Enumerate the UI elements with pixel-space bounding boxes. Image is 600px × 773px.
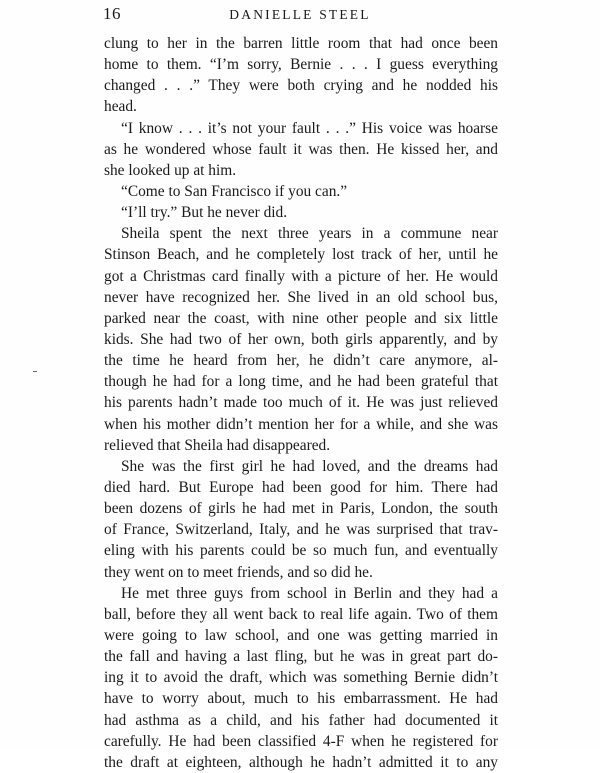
text-line: had asthma as a child, and his father had documented it <box>104 711 498 729</box>
text-line: “I know . . . it’s not your fault . . .” His voice was hoarse <box>121 119 498 137</box>
text-line: ball, before they all went back to real life again. Two of them <box>104 605 498 623</box>
text-line: ing it to avoid the draft, which was something Bernie didn’t <box>104 669 498 687</box>
text-line: carefully. He had been classified 4-F when he registered for <box>104 732 498 750</box>
text-line: she looked up at him. <box>104 161 237 179</box>
running-head-author: DANIELLE STEEL <box>229 7 371 22</box>
text-line: when his mother didn’t mention her for a while, and she was <box>104 415 498 433</box>
text-line: were going to law school, and one was getting married in <box>104 626 498 644</box>
margin-mark <box>33 371 37 372</box>
text-line: eling with his parents could be so much fun, and eventually <box>104 542 498 560</box>
text-line: the fall and having a last fling, but he was in great part do- <box>104 648 498 666</box>
text-line: got a Christmas card finally with a picture of her. He would <box>104 267 498 285</box>
text-line: they went on to meet friends, and so did he. <box>104 563 373 581</box>
text-line: though he had for a long time, and he had been grateful that <box>104 373 498 391</box>
text-line: relieved that Sheila had disappeared. <box>104 436 331 454</box>
text-line: kids. She had two of her own, both girls apparently, and by <box>104 330 498 348</box>
text-line: been dozens of girls he had met in Paris, London, the south <box>104 500 498 518</box>
text-line: He met three guys from school in Berlin and they had a <box>121 584 498 602</box>
text-line: as he wondered whose fault it was then. He kissed her, and <box>104 140 498 158</box>
text-line: Stinson Beach, and he completely lost track of her, until he <box>104 246 498 264</box>
text-line: clung to her in the barren little room that had once been <box>104 35 498 52</box>
text-line: of France, Switzerland, Italy, and he was surprised that trav- <box>104 521 498 539</box>
body-text <box>104 33 498 773</box>
text-line: home to them. “I’m sorry, Bernie . . . I guess everything <box>104 56 498 74</box>
text-line: have to worry about, much to his embarrassment. He had <box>104 690 498 708</box>
text-line: the time he heard from her, he didn’t care anymore, al- <box>104 352 498 370</box>
text-line: head. <box>104 98 137 116</box>
text-line: “Come to San Francisco if you can.” <box>121 182 348 200</box>
text-line: parked near the coast, with nine other people and six little <box>104 309 498 327</box>
text-line: died hard. But Europe had been good for him. There had <box>104 478 498 496</box>
text-line: changed . . .” They were both crying and he nodded his <box>104 77 498 95</box>
text-line: She was the first girl he had loved, and the dreams had <box>121 457 498 475</box>
text-line: “I’ll try.” But he never did. <box>121 204 288 222</box>
running-head <box>0 4 600 26</box>
text-line: his parents hadn’t made too much of it. He was just relieved <box>104 394 498 412</box>
text-line: the draft at eighteen, although he hadn’t admitted it to any <box>104 753 498 771</box>
text-line: Sheila spent the next three years in a commune near <box>121 225 498 243</box>
page-number: 16 <box>103 4 121 23</box>
text-line: never have recognized her. She lived in an old school bus, <box>104 288 498 306</box>
